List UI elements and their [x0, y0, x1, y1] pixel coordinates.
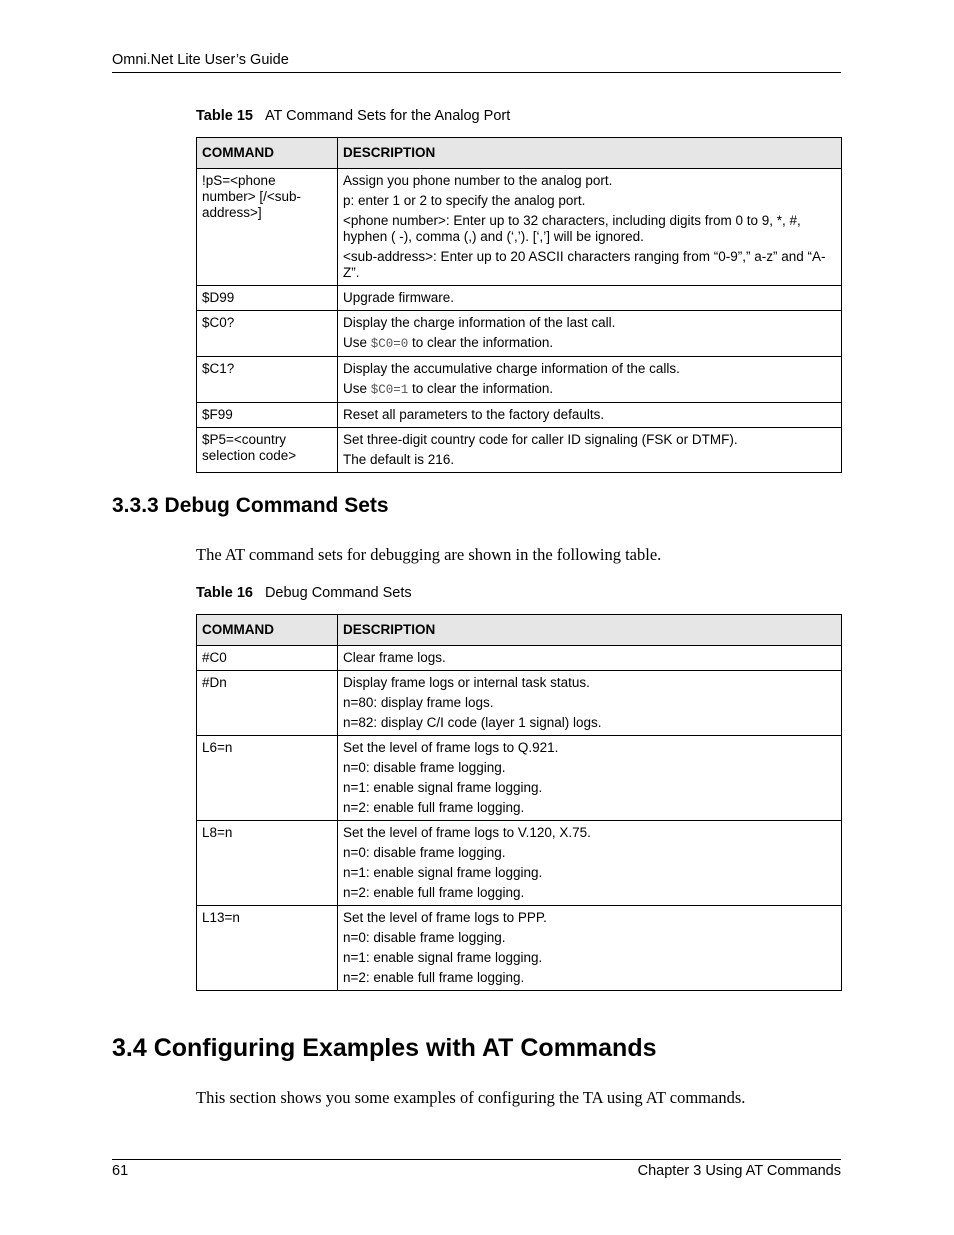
description-line: n=1: enable signal frame logging.: [343, 950, 543, 965]
table16-label: Table 16: [196, 585, 253, 601]
command-cell: L6=n: [197, 736, 338, 821]
description-cell: [338, 357, 842, 403]
table15-header-row: [197, 138, 842, 169]
description-line: n=1: enable signal frame logging.: [343, 780, 543, 795]
description-line: n=0: disable frame logging.: [343, 845, 506, 860]
table-row: [197, 357, 842, 403]
clear-command-code: $C0=0: [370, 337, 409, 351]
description-cell: [338, 403, 842, 428]
description-line: n=2: enable full frame logging.: [343, 970, 525, 985]
description-cell: [338, 311, 842, 357]
table16-col-description: DESCRIPTION: [338, 615, 842, 646]
description-cell: [338, 169, 842, 286]
table-row: [197, 286, 842, 311]
description-cell: [338, 736, 842, 821]
table15-caption: [196, 108, 510, 124]
description-line: Set the level of frame logs to PPP.: [343, 910, 547, 925]
table-row: [197, 821, 842, 906]
table-row: [197, 671, 842, 736]
description-line: Display frame logs or internal task status.: [343, 675, 590, 690]
clear-prefix: Use: [343, 335, 371, 350]
page-number: 61: [112, 1163, 129, 1179]
description-line: Display the accumulative charge information of the calls.: [343, 361, 680, 376]
chapter-title: Chapter 3 Using AT Commands: [637, 1163, 841, 1179]
command-cell: !pS=<phone number> [/<sub-address>]: [197, 169, 338, 286]
description-line: p: enter 1 or 2 to specify the analog port.: [343, 193, 586, 208]
section-3-3-3-heading: 3.3.3 Debug Command Sets: [112, 494, 389, 517]
command-cell: $P5=<country selection code>: [197, 428, 338, 473]
description-line: Upgrade firmware.: [343, 290, 455, 305]
description-line: Set three-digit country code for caller ID signaling (FSK or DTMF).: [343, 432, 738, 447]
table-row: [197, 169, 842, 286]
table-row: [197, 906, 842, 991]
table15-body: [197, 169, 842, 473]
description-line: Assign you phone number to the analog port.: [343, 173, 613, 188]
description-line: n=2: enable full frame logging.: [343, 800, 525, 815]
table15-col-command: COMMAND: [197, 138, 338, 169]
command-cell: L13=n: [197, 906, 338, 991]
section-3-4-heading: 3.4 Configuring Examples with AT Commands: [112, 1034, 657, 1062]
clear-suffix: to clear the information.: [408, 381, 554, 396]
table-row: [197, 311, 842, 357]
command-cell: $F99: [197, 403, 338, 428]
section-3-3-3-body: The AT command sets for debugging are shown in the following table.: [196, 545, 662, 564]
table-row: [197, 736, 842, 821]
description-cell: [338, 671, 842, 736]
description-line: n=0: disable frame logging.: [343, 930, 506, 945]
description-line: n=80: display frame logs.: [343, 695, 494, 710]
table16-title: Debug Command Sets: [264, 585, 412, 601]
clear-suffix: to clear the information.: [408, 335, 554, 350]
clear-instruction: [343, 335, 836, 352]
description-line: Set the level of frame logs to Q.921.: [343, 740, 559, 755]
table15-title: AT Command Sets for the Analog Port: [264, 108, 511, 124]
description-line: The default is 216.: [343, 452, 455, 467]
table-row: [197, 428, 842, 473]
clear-prefix: Use: [343, 381, 371, 396]
table15-label: Table 15: [196, 108, 253, 124]
command-cell: #Dn: [197, 671, 338, 736]
clear-instruction: [343, 381, 836, 398]
table16-caption: [196, 585, 412, 601]
description-line: Display the charge information of the last call.: [343, 315, 616, 330]
table16: [196, 614, 842, 991]
description-cell: [338, 428, 842, 473]
description-cell: [338, 286, 842, 311]
description-line: <sub-address>: Enter up to 20 ASCII characters ranging from “0-9”,” a-z” and “A-Z”.: [343, 249, 826, 280]
command-cell: $C0?: [197, 311, 338, 357]
table16-col-command: COMMAND: [197, 615, 338, 646]
clear-command-code: $C0=1: [370, 383, 409, 397]
table-row: [197, 646, 842, 671]
command-cell: L8=n: [197, 821, 338, 906]
table15: [196, 137, 842, 473]
description-line: n=0: disable frame logging.: [343, 760, 506, 775]
description-line: n=82: display C/I code (layer 1 signal) logs.: [343, 715, 602, 730]
guide-title: Omni.Net Lite User’s Guide: [112, 52, 289, 68]
table15-col-description: DESCRIPTION: [338, 138, 842, 169]
table16-header-row: [197, 615, 842, 646]
description-line: Set the level of frame logs to V.120, X.75.: [343, 825, 591, 840]
description-cell: [338, 821, 842, 906]
page-footer: [112, 1159, 841, 1179]
section-3-4-body: This section shows you some examples of configuring the TA using AT commands.: [196, 1088, 746, 1107]
command-cell: #C0: [197, 646, 338, 671]
command-cell: $C1?: [197, 357, 338, 403]
description-line: n=2: enable full frame logging.: [343, 885, 525, 900]
description-cell: [338, 906, 842, 991]
table16-body: [197, 646, 842, 991]
description-line: Clear frame logs.: [343, 650, 446, 665]
description-line: n=1: enable signal frame logging.: [343, 865, 543, 880]
table-row: [197, 403, 842, 428]
description-line: <phone number>: Enter up to 32 characters, including digits from 0 to 9, *, #, hyphen ( -), comma (,) and (‘,’). [‘,’] will be ignored.: [343, 213, 801, 244]
description-line: Reset all parameters to the factory defaults.: [343, 407, 605, 422]
page-header: [112, 52, 841, 73]
description-cell: [338, 646, 842, 671]
command-cell: $D99: [197, 286, 338, 311]
